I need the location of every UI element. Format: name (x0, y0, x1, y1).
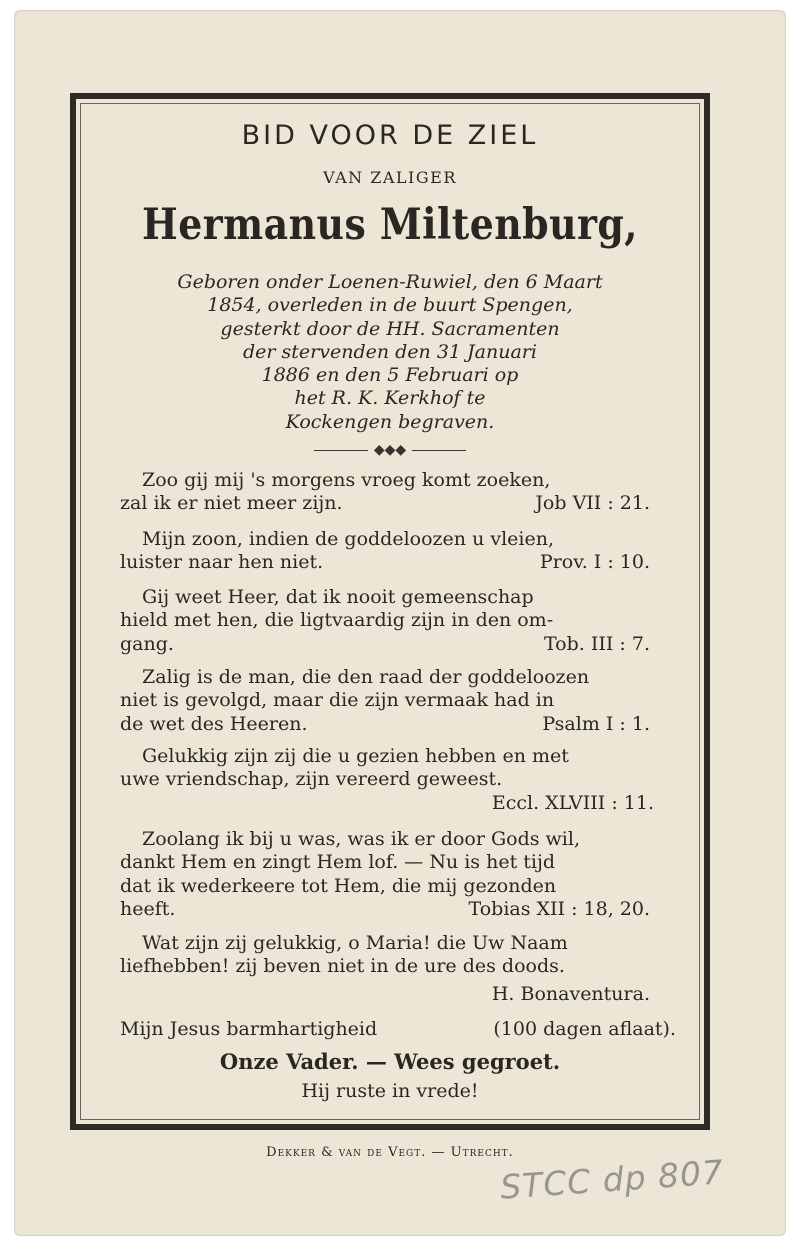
verse-line: Mijn zoon, indien de goddeloozen u vleien, (142, 528, 555, 550)
verse-line: hield met hen, die ligtvaardig zijn in den om- (120, 609, 554, 632)
verse-6 (120, 828, 672, 921)
closing-prayers: Onze Vader. — Wees gegroet. (219, 1049, 561, 1074)
bio-line: gesterkt door de HH. Sacramenten (220, 317, 560, 340)
verse-line: zal ik er niet meer zijn. (120, 492, 343, 515)
verse-reference: H. Bonaventura. (491, 982, 650, 1005)
printer-imprint: Dekker & van de Vegt. — Utrecht. (266, 1145, 514, 1160)
prayer-text: Mijn Jesus barmhartigheid (120, 1018, 378, 1040)
bio-line: 1854, overleden in de buurt Spengen, (207, 294, 573, 317)
verse-line: Zalig is de man, die den raad der goddeloozen (142, 666, 590, 688)
verse-line: Gij weet Heer, dat ik nooit gemeenschap (142, 586, 534, 608)
indulgence-text: (100 dagen aflaat). (493, 1018, 676, 1040)
bio-line: Geboren onder Loenen-Ruwiel, den 6 Maart (177, 271, 603, 293)
rest-in-peace: Hij ruste in vrede! (301, 1080, 479, 1102)
verse-line: liefhebben! zij beven niet in de ure des doods. (120, 955, 565, 978)
verse-line: Zoolang ik bij u was, was ik er door Gods wil, (142, 828, 580, 850)
archive-mark: STCC dp 807 (498, 1152, 726, 1207)
biography (84, 271, 696, 434)
verse-5 (120, 745, 672, 815)
verse-reference: Tobias XII : 18, 20. (468, 897, 650, 920)
verse-line: Gelukkig zijn zij die u gezien hebben en met (142, 745, 569, 767)
ornament-divider (84, 442, 696, 458)
deceased-name: Hermanus Miltenburg, (142, 200, 638, 250)
verse-reference: Eccl. XLVIII : 11. (491, 791, 654, 814)
verse-line: de wet des Heeren. (120, 712, 308, 735)
verse-reference: Tob. III : 7. (543, 632, 650, 655)
verse-line: Zoo gij mij 's morgens vroeg komt zoeken, (142, 469, 551, 491)
verse-1 (120, 469, 672, 516)
verse-reference: Psalm I : 1. (542, 712, 650, 735)
verse-line: niet is gevolgd, maar die zijn vermaak had in (120, 689, 555, 712)
card-subheading: VAN ZALIGER (323, 168, 457, 187)
verse-line: dat ik wederkeere tot Hem, die mij gezonden (120, 874, 557, 897)
verse-line: gang. (120, 632, 174, 655)
verse-line: uwe vriendschap, zijn vereerd geweest. (120, 768, 503, 791)
verse-reference: Job VII : 21. (535, 492, 650, 515)
verse-7 (120, 932, 672, 1006)
verse-4 (120, 666, 672, 736)
verse-line: Wat zijn zij gelukkig, o Maria! die Uw Naam (142, 932, 568, 954)
card-heading: BID VOOR DE ZIEL (241, 120, 539, 151)
verse-line: dankt Hem en zingt Hem lof. — Nu is het tijd (120, 851, 556, 874)
verse-2 (120, 528, 672, 575)
bio-line: der stervenden den 31 Januari (243, 340, 537, 363)
bio-line: het R. K. Kerkhof te (294, 387, 486, 410)
verse-line: heeft. (120, 897, 176, 920)
verse-3 (120, 586, 672, 656)
prayer-line (120, 1018, 676, 1040)
ornament-diamonds: ◆◆◆ (373, 442, 407, 458)
bio-line: 1886 en den 5 Februari op (261, 364, 519, 387)
verse-reference: Prov. I : 10. (539, 551, 650, 574)
verse-line: luister naar hen niet. (120, 551, 324, 574)
bio-line: Kockengen begraven. (285, 410, 495, 433)
